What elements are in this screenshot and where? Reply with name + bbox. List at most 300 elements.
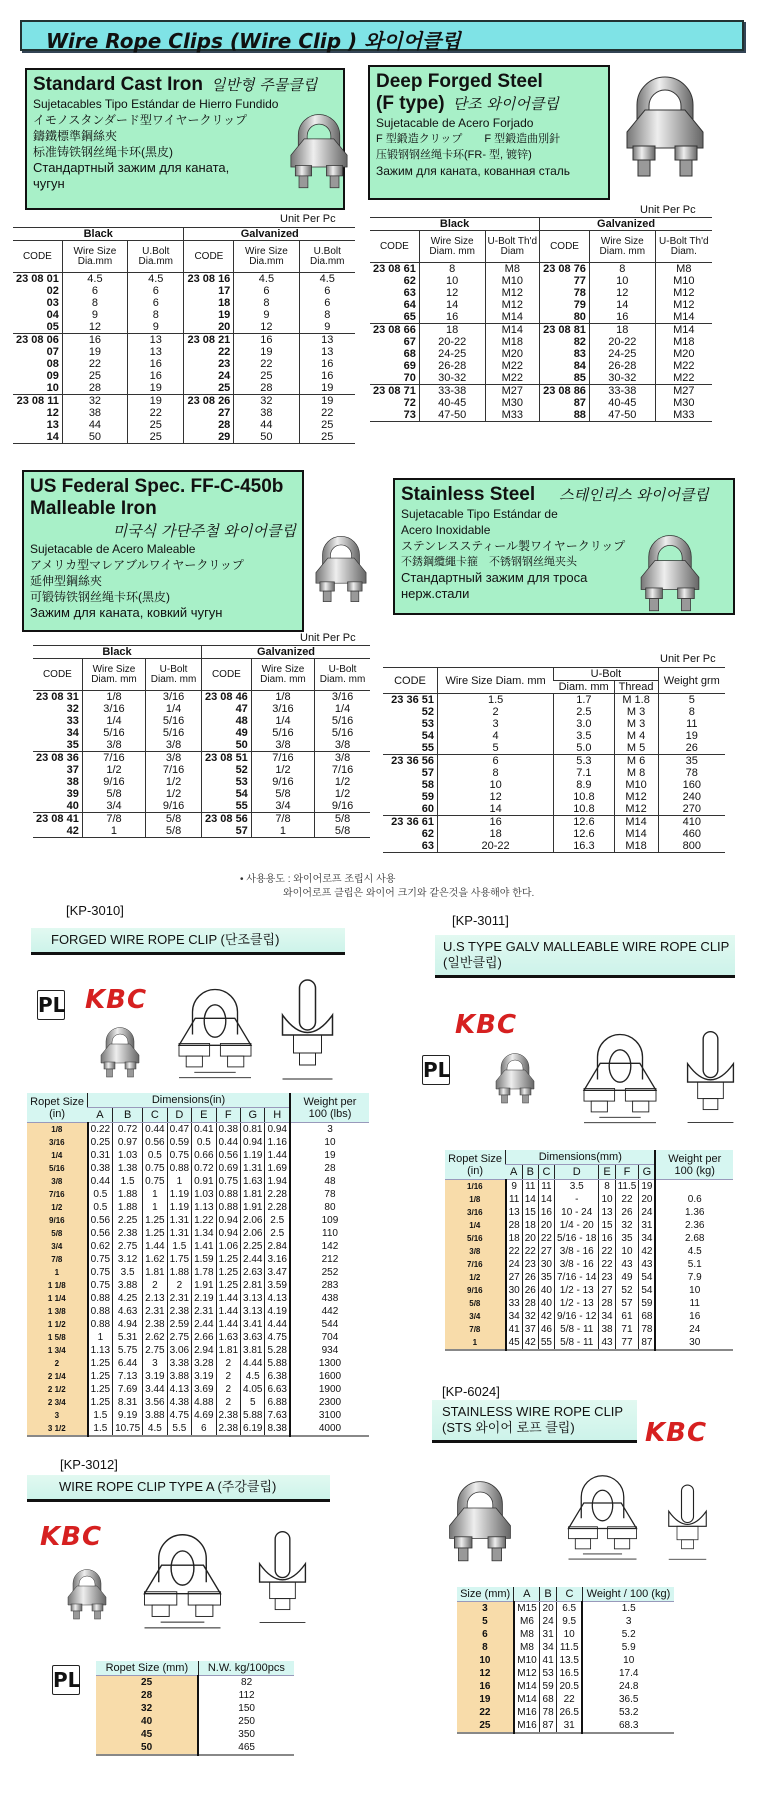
value-cell: 410 <box>658 816 725 829</box>
value-cell: 11 <box>522 1180 538 1194</box>
table-row <box>457 1667 674 1680</box>
value-cell: M14 <box>514 1693 540 1706</box>
value-cell: 41 <box>506 1323 523 1336</box>
size-cell: 1 1/4 <box>27 1292 88 1305</box>
table-row <box>33 691 370 704</box>
size-cell: 1/4 <box>445 1219 506 1232</box>
kp3010-front-diagram <box>170 975 260 1085</box>
value-cell: 26-28 <box>589 360 655 372</box>
value-cell: 3.19 <box>192 1370 216 1383</box>
value-cell: 5/16 <box>315 715 370 727</box>
value-cell: 1.25 <box>143 1214 167 1227</box>
value-cell: M30 <box>485 397 540 409</box>
federal-table <box>33 645 370 838</box>
code-cell: 27 <box>184 407 234 419</box>
size-cell: 6 <box>457 1628 514 1641</box>
table-head <box>33 646 370 691</box>
column-header: U-Bolt Diam. mm <box>146 659 202 691</box>
table-row <box>457 1706 674 1719</box>
value-cell: 2300 <box>290 1396 369 1409</box>
kp6024-front-diagram <box>560 1455 645 1573</box>
table-row <box>370 372 712 385</box>
value-cell: 3.41 <box>241 1318 265 1331</box>
value-cell: M22 <box>485 372 540 385</box>
value-cell: 1/2 <box>315 776 370 788</box>
value-cell: 0.75 <box>143 1175 167 1188</box>
size-cell: 3/8 <box>445 1245 506 1258</box>
table-row <box>13 358 355 370</box>
value-cell: 0.97 <box>113 1136 143 1149</box>
value-cell: 16 <box>128 358 184 370</box>
code-cell: 25 <box>184 382 234 395</box>
table-row <box>445 1284 733 1297</box>
size-cell: 5/8 <box>445 1297 506 1310</box>
column-header: Wire Size Dia.mm <box>62 241 127 273</box>
value-cell: 1.69 <box>265 1162 290 1175</box>
size-cell: 40 <box>96 1715 198 1728</box>
value-cell: 20 <box>540 1602 557 1616</box>
value-cell: 13 <box>506 1206 523 1219</box>
value-cell: 3 <box>290 1123 369 1137</box>
table-body <box>33 691 370 838</box>
forged-table <box>370 217 712 422</box>
value-cell: 33-38 <box>589 385 655 398</box>
value-cell: 1/4 <box>251 715 314 727</box>
value-cell: 4.5 <box>241 1370 265 1383</box>
value-cell: 4.05 <box>241 1383 265 1396</box>
table-row <box>457 1654 674 1667</box>
kp3011-label: [KP-3011] <box>452 913 509 928</box>
value-cell: 6 <box>128 297 184 309</box>
kp6024-label: [KP-6024] <box>442 1384 500 1399</box>
value-cell: 2.68 <box>655 1232 733 1245</box>
federal-clip-image <box>308 520 374 616</box>
value-cell: 20-22 <box>589 336 655 348</box>
value-cell: 30-32 <box>419 372 485 385</box>
value-cell: 1.25 <box>88 1383 113 1396</box>
size-cell: 1 <box>27 1266 88 1279</box>
code-cell: 23 08 11 <box>13 395 62 408</box>
value-cell: M18 <box>655 336 712 348</box>
value-cell: 5/16 <box>146 727 202 739</box>
value-cell: M14 <box>485 311 540 324</box>
value-cell: 15 <box>599 1219 615 1232</box>
value-cell: 78 <box>540 1706 557 1719</box>
column-header: Size (mm) <box>457 1587 514 1602</box>
code-cell: 02 <box>46 285 59 297</box>
value-cell: 10 <box>655 1284 733 1297</box>
value-cell: 3.5 <box>555 1180 599 1194</box>
table-row <box>13 285 355 297</box>
forged-line: Sujetacable de Acero Forjado <box>376 116 534 130</box>
value-cell: 5.0 <box>554 742 614 755</box>
value-cell: M15 <box>514 1602 540 1616</box>
value-cell: 4 <box>437 730 553 742</box>
value-cell: 1.44 <box>216 1305 240 1318</box>
size-cell: 5/8 <box>27 1227 88 1240</box>
size-cell: 8 <box>457 1641 514 1654</box>
value-cell: 0.94 <box>216 1214 240 1227</box>
column-header: CODE <box>13 241 62 273</box>
column-header: CODE <box>540 231 590 263</box>
column-header: G <box>639 1165 656 1180</box>
standard-line: 鑄鐵標準鋼絲夾 <box>33 129 118 143</box>
value-cell: 27 <box>506 1271 523 1284</box>
table-row <box>445 1232 733 1245</box>
size-cell: 1 3/4 <box>27 1344 88 1357</box>
kbc-logo: KBC <box>85 985 148 1015</box>
value-cell: 1.22 <box>192 1214 216 1227</box>
value-cell: 22 <box>128 407 184 419</box>
table-row <box>370 311 712 324</box>
value-cell: 12.6 <box>554 816 614 829</box>
standard-line: イモノスタンダード型ワイヤークリップ <box>33 113 248 127</box>
size-cell: 1/4 <box>27 1149 88 1162</box>
size-cell: 1 5/8 <box>27 1331 88 1344</box>
value-cell: 9 <box>62 309 127 321</box>
table-row <box>27 1253 369 1266</box>
code-cell: 33 <box>66 715 79 727</box>
size-cell: 1/8 <box>445 1193 506 1206</box>
column-header: CODE <box>184 241 234 273</box>
code-cell: 64 <box>403 299 416 311</box>
value-cell: 3/16 <box>82 703 145 715</box>
standard-ru: Стандартный зажим для каната, чугун <box>33 160 230 191</box>
table-body <box>370 263 712 422</box>
value-cell: 12.6 <box>554 828 614 840</box>
value-cell: 9 <box>506 1180 523 1194</box>
size-cell: 1/8 <box>27 1123 88 1137</box>
value-cell: 0.91 <box>192 1175 216 1188</box>
value-cell: 3.13 <box>241 1305 265 1318</box>
value-cell: 0.81 <box>241 1123 265 1137</box>
value-cell: 3/16 <box>315 691 370 704</box>
value-cell: 32 <box>615 1219 639 1232</box>
table-row <box>13 431 355 444</box>
value-cell: 5.88 <box>265 1357 290 1370</box>
code-cell: 79 <box>540 299 590 311</box>
column-header: Thread <box>614 681 658 694</box>
value-cell: 1 <box>251 825 314 838</box>
value-cell: 16 <box>419 311 485 324</box>
value-cell: 22 <box>538 1232 554 1245</box>
value-cell: 1/8 <box>251 691 314 704</box>
standard-table <box>13 227 355 444</box>
code-cell: 70 <box>403 372 416 384</box>
value-cell: 2.06 <box>241 1227 265 1240</box>
value-cell: 3.56 <box>143 1396 167 1409</box>
column-header: CODE <box>383 668 437 694</box>
value-cell: 0.5 <box>143 1149 167 1162</box>
table-row <box>27 1422 369 1436</box>
table-row <box>27 1266 369 1279</box>
code-cell: 23 08 21 <box>184 334 234 347</box>
table-head <box>445 1150 733 1180</box>
value-cell: M12 <box>655 287 712 299</box>
code-cell: 72 <box>403 397 416 409</box>
value-cell: 12 <box>234 321 299 334</box>
value-cell: M 3 <box>614 718 658 730</box>
value-cell: 28 <box>506 1219 523 1232</box>
column-header: Galvanized <box>184 228 355 241</box>
value-cell: 0.66 <box>192 1149 216 1162</box>
value-cell: 3/8 <box>82 739 145 752</box>
table-row <box>383 791 725 803</box>
header-row <box>27 1093 369 1108</box>
value-cell: M12 <box>485 287 540 299</box>
unit-label: Unit Per Pc <box>640 204 696 216</box>
code-cell: 28 <box>184 419 234 431</box>
size-cell: 2 1/4 <box>27 1370 88 1383</box>
code-cell: 53 <box>421 718 434 730</box>
value-cell: 1.88 <box>167 1266 191 1279</box>
value-cell: 44 <box>62 419 127 431</box>
value-cell: 24 <box>639 1206 656 1219</box>
size-cell: 16 <box>457 1680 514 1693</box>
code-cell: 04 <box>46 309 59 321</box>
value-cell: 30-32 <box>589 372 655 385</box>
table-row <box>13 395 355 408</box>
value-cell: 32 <box>234 395 299 408</box>
pl-mark: PL <box>37 990 65 1020</box>
value-cell: 25 <box>128 431 184 444</box>
table-row <box>96 1689 294 1702</box>
size-cell: 19 <box>457 1693 514 1706</box>
unit-label: Unit Per Pc <box>300 632 356 644</box>
table-row <box>13 419 355 431</box>
table-row <box>445 1193 733 1206</box>
value-cell: 4.5 <box>62 273 127 286</box>
code-cell: 29 <box>184 431 234 444</box>
value-cell: - <box>555 1193 599 1206</box>
unit-label: Unit Per Pc <box>280 213 336 225</box>
value-cell: 2 <box>437 706 553 718</box>
value-cell: 16 <box>437 816 553 829</box>
value-cell: M8 <box>514 1628 540 1641</box>
value-cell: M12 <box>655 299 712 311</box>
code-cell: 68 <box>403 348 416 360</box>
value-cell: 5.1 <box>655 1258 733 1271</box>
value-cell: M12 <box>614 791 658 803</box>
value-cell: 24 <box>655 1323 733 1336</box>
value-cell: 465 <box>198 1741 294 1755</box>
table-row <box>383 767 725 779</box>
table-row <box>370 287 712 299</box>
value-cell: 2.28 <box>265 1188 290 1201</box>
value-cell: 18 <box>437 828 553 840</box>
value-cell: 27 <box>538 1245 554 1258</box>
value-cell: 2 <box>143 1279 167 1292</box>
table-row <box>33 788 370 800</box>
value-cell: 53 <box>540 1667 557 1680</box>
value-cell: 7/16 - 14 <box>555 1271 599 1284</box>
value-cell: 1/2 - 13 <box>555 1297 599 1310</box>
value-cell: 28 <box>290 1162 369 1175</box>
value-cell: M 6 <box>614 755 658 768</box>
table-row <box>445 1245 733 1258</box>
kp3012-label: [KP-3012] <box>60 1457 118 1472</box>
kp3011-side-diagram <box>683 1025 738 1130</box>
code-cell: 85 <box>540 372 590 385</box>
value-cell: 61 <box>615 1310 639 1323</box>
value-cell: 77 <box>615 1336 639 1350</box>
size-cell: 1 1/2 <box>27 1318 88 1331</box>
size-cell: 3/8 <box>27 1175 88 1188</box>
code-cell: 03 <box>46 297 59 309</box>
value-cell: 30 <box>538 1258 554 1271</box>
value-cell: 9/16 <box>315 800 370 813</box>
size-cell: 2 3/4 <box>27 1396 88 1409</box>
value-cell: 10 <box>582 1654 674 1667</box>
value-cell: 38 <box>599 1323 615 1336</box>
value-cell: M10 <box>614 779 658 791</box>
value-cell: 42 <box>639 1245 656 1258</box>
column-header: U-Bolt Diam. mm <box>315 659 370 691</box>
kp3012-banner: WIRE ROPE CLIP TYPE A (주강클립) <box>27 1475 330 1502</box>
kbc-logo: KBC <box>455 1010 518 1040</box>
stainless-line: Acero Inoxidable <box>401 523 491 537</box>
value-cell: 7.63 <box>265 1409 290 1422</box>
value-cell: 22 <box>615 1193 639 1206</box>
value-cell: 0.69 <box>216 1162 240 1175</box>
value-cell: 16.5 <box>556 1667 582 1680</box>
column-header: Dimensions(mm) <box>506 1150 656 1165</box>
value-cell: 1/4 <box>82 715 145 727</box>
table-row <box>33 800 370 813</box>
value-cell: 4.63 <box>113 1305 143 1318</box>
value-cell: 6.5 <box>556 1602 582 1616</box>
code-cell: 23 08 41 <box>33 813 82 826</box>
value-cell: 5.2 <box>582 1628 674 1641</box>
value-cell: 240 <box>658 791 725 803</box>
value-cell: 19 <box>639 1180 656 1194</box>
value-cell: 6 <box>62 285 127 297</box>
value-cell: 1/8 <box>82 691 145 704</box>
table-row <box>96 1741 294 1755</box>
table-row <box>27 1123 369 1137</box>
value-cell: 3.5 <box>113 1266 143 1279</box>
value-cell: 14 <box>589 299 655 311</box>
table-row <box>13 334 355 347</box>
column-header: Black <box>33 646 201 659</box>
forged-title: Deep Forged Steel <box>376 71 543 92</box>
value-cell: 13 <box>128 334 184 347</box>
table-row <box>13 346 355 358</box>
column-header: Dimensions(in) <box>88 1093 290 1108</box>
value-cell: 3/8 <box>146 752 202 765</box>
size-cell: 1 3/8 <box>27 1305 88 1318</box>
value-cell: 8 <box>419 263 485 276</box>
value-cell: 4.69 <box>192 1409 216 1422</box>
table-head <box>457 1587 674 1602</box>
value-cell: M18 <box>485 336 540 348</box>
size-cell: 7/16 <box>27 1188 88 1201</box>
code-cell: 23 08 46 <box>201 691 251 704</box>
column-header: F <box>615 1165 639 1180</box>
value-cell: 31 <box>540 1628 557 1641</box>
standard-title-ko: 일반형 주물클립 <box>210 76 318 94</box>
code-cell: 13 <box>46 419 59 431</box>
table-row <box>27 1175 369 1188</box>
code-cell: 12 <box>46 407 59 419</box>
code-cell: 18 <box>184 297 234 309</box>
code-cell: 38 <box>66 776 79 788</box>
table-row <box>383 803 725 816</box>
value-cell: 0.6 <box>655 1193 733 1206</box>
header-row <box>33 646 370 659</box>
value-cell: M14 <box>514 1680 540 1693</box>
value-cell: 1.19 <box>167 1188 191 1201</box>
table-row <box>13 297 355 309</box>
column-header: CODE <box>201 659 251 691</box>
size-cell: 9/16 <box>27 1214 88 1227</box>
value-cell: 33-38 <box>419 385 485 398</box>
value-cell: 34 <box>506 1310 523 1323</box>
code-cell: 23 08 56 <box>201 813 251 826</box>
value-cell: 212 <box>290 1253 369 1266</box>
column-header: Wire Size Diam. mm <box>251 659 314 691</box>
value-cell: 3/4 <box>82 800 145 813</box>
value-cell: M8 <box>514 1641 540 1654</box>
value-cell: 20-22 <box>437 840 553 853</box>
column-header: F <box>216 1108 240 1123</box>
code-cell: 23 36 61 <box>383 816 437 829</box>
value-cell: 1.62 <box>143 1253 167 1266</box>
value-cell: 1.41 <box>192 1240 216 1253</box>
table-row <box>445 1336 733 1350</box>
column-header: G <box>241 1108 265 1123</box>
table-body <box>383 694 725 853</box>
value-cell: 59 <box>639 1297 656 1310</box>
value-cell: M30 <box>655 397 712 409</box>
value-cell: 4.44 <box>241 1357 265 1370</box>
table-row <box>457 1628 674 1641</box>
stainless-title: Stainless Steel <box>401 484 536 505</box>
value-cell: 3100 <box>290 1409 369 1422</box>
usage-note: 와이어로프 클립은 와이어 크기와 같은것을 사용해야 한다. <box>283 888 535 899</box>
value-cell: 19 <box>128 395 184 408</box>
table-row <box>13 321 355 334</box>
table-row <box>27 1344 369 1357</box>
column-header: B <box>522 1165 538 1180</box>
value-cell: 10.8 <box>554 803 614 816</box>
pl-mark: PL <box>52 1665 80 1695</box>
value-cell: 20 <box>639 1193 656 1206</box>
table-row <box>13 273 355 286</box>
header-row <box>13 241 355 273</box>
value-cell: 17.4 <box>582 1667 674 1680</box>
value-cell: 1.19 <box>241 1149 265 1162</box>
value-cell: 0.47 <box>167 1123 191 1137</box>
value-cell: 3.69 <box>192 1383 216 1396</box>
table-row <box>96 1702 294 1715</box>
value-cell: 7/16 <box>82 752 145 765</box>
kp3010-label: [KP-3010] <box>66 903 124 918</box>
value-cell: 0.88 <box>167 1162 191 1175</box>
column-header: Ropet Size (in) <box>445 1150 506 1180</box>
forged-line: F 型鍛造クリップ F 型鍛造曲別針 <box>376 133 561 145</box>
value-cell: 40-45 <box>589 397 655 409</box>
table-body <box>13 273 355 444</box>
column-header: C <box>556 1587 582 1602</box>
value-cell: 22 <box>522 1245 538 1258</box>
column-header: A <box>514 1587 540 1602</box>
table-row <box>33 813 370 826</box>
value-cell: 28 <box>522 1297 538 1310</box>
value-cell: 1.38 <box>113 1162 143 1175</box>
value-cell: 5/8 <box>146 813 202 826</box>
value-cell: 1.31 <box>167 1214 191 1227</box>
